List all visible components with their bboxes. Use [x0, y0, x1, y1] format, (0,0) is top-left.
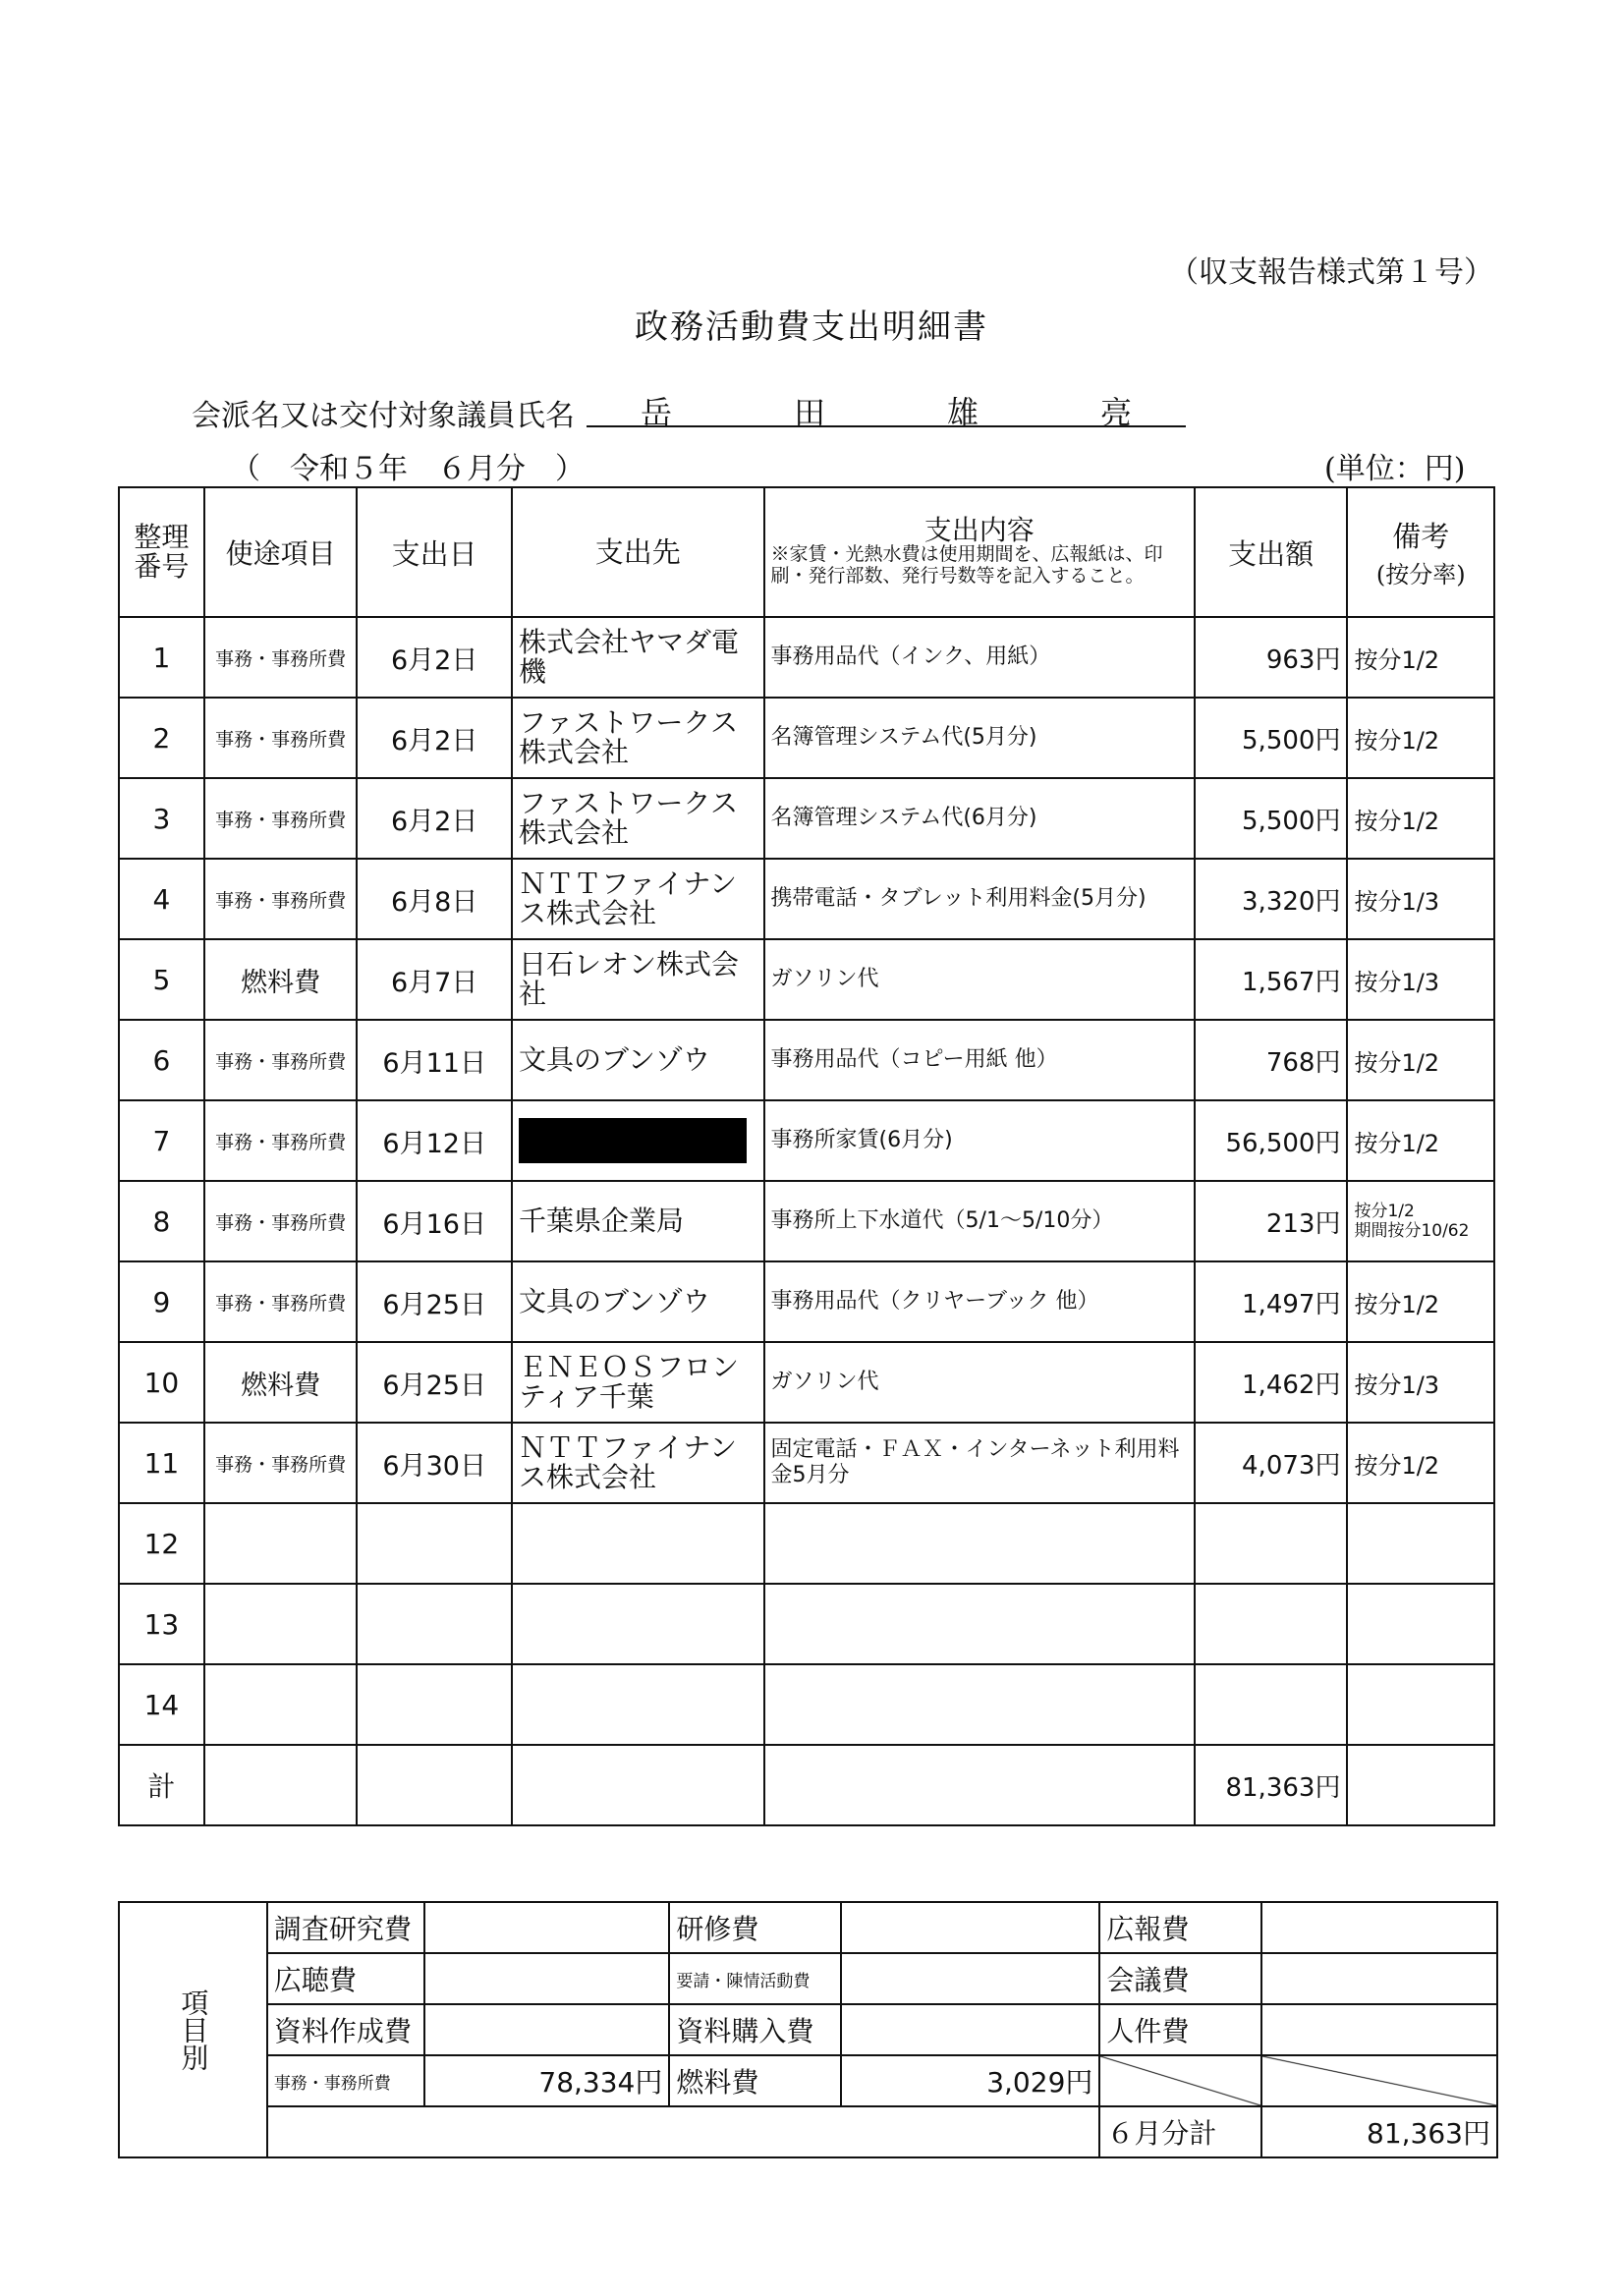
- member-name-char: 田: [793, 394, 825, 431]
- row-payee: [512, 1664, 764, 1745]
- category-personnel-label: 人件費: [1099, 2004, 1261, 2055]
- row-no: 1: [119, 617, 204, 698]
- row-amount: 3,320円: [1195, 859, 1348, 939]
- row-date: 6月7日: [357, 939, 512, 1020]
- row-payee: ＮＴＴファイナンス株式会社: [512, 1423, 764, 1503]
- member-name: [587, 388, 1186, 431]
- row-date: [357, 1664, 512, 1745]
- row-amount: 768円: [1195, 1020, 1348, 1100]
- header-content-note: ※家賃・光熱水費は使用期間を、広報紙は、印刷・発行部数、発行号数等を記入すること。: [770, 543, 1163, 587]
- row-content: 携帯電話・タブレット利用料金(5月分): [764, 859, 1195, 939]
- header-no: 整理番号: [119, 487, 204, 617]
- header-note-title: 備考: [1392, 520, 1450, 553]
- row-note: [1347, 1584, 1494, 1664]
- row-amount: 1,497円: [1195, 1261, 1348, 1342]
- form-code: （収支報告様式第１号）: [1169, 255, 1493, 290]
- row-no: 2: [119, 698, 204, 778]
- category-pr-label: 広報費: [1099, 1902, 1261, 1953]
- row-no: 7: [119, 1100, 204, 1181]
- unit-label: (単位：円): [1324, 452, 1466, 486]
- row-use: 事務・事務所費: [204, 1423, 358, 1503]
- row-date: 6月8日: [357, 859, 512, 939]
- header-date: 支出日: [357, 487, 512, 617]
- header-content: [764, 487, 1195, 617]
- header-payee: 支出先: [512, 487, 764, 617]
- row-content: 名簿管理システム代(6月分): [764, 778, 1195, 859]
- category-row: [119, 2106, 1497, 2157]
- row-use: 事務・事務所費: [204, 859, 358, 939]
- month-total-value: 81,363円: [1261, 2106, 1497, 2157]
- row-content: ガソリン代: [764, 939, 1195, 1020]
- row-use: 事務・事務所費: [204, 1020, 358, 1100]
- row-date: 6月2日: [357, 778, 512, 859]
- member-name-char: 雄: [946, 394, 979, 431]
- row-amount: 1,567円: [1195, 939, 1348, 1020]
- row-payee: [512, 1503, 764, 1584]
- table-row: [119, 778, 1494, 859]
- row-note-line1: 按分1/2: [1354, 1202, 1415, 1221]
- row-note: 按分1/3: [1347, 1342, 1494, 1423]
- category-office-value: 78,334円: [424, 2055, 669, 2106]
- row-payee-redacted: [512, 1100, 764, 1181]
- category-materials-prep-value: [424, 2004, 669, 2055]
- category-pr-value: [1261, 1902, 1497, 1953]
- table-row: [119, 1342, 1494, 1423]
- row-amount: 213円: [1195, 1181, 1348, 1261]
- category-fuel-value: 3,029円: [841, 2055, 1099, 2106]
- category-training-label: 研修費: [669, 1902, 841, 1953]
- row-payee: 千葉県企業局: [512, 1181, 764, 1261]
- header-note-sub: (按分率): [1375, 561, 1466, 588]
- row-payee: 株式会社ヤマダ電機: [512, 617, 764, 698]
- category-row: [119, 2004, 1497, 2055]
- category-office-label: 事務・事務所費: [267, 2055, 424, 2106]
- category-blank-slash: [1099, 2055, 1261, 2106]
- row-note: 按分1/2: [1347, 778, 1494, 859]
- category-training-value: [841, 1902, 1099, 1953]
- row-content: [764, 1664, 1195, 1745]
- row-content: 固定電話・ＦＡＸ・インターネット利用料金5月分: [764, 1423, 1195, 1503]
- row-date: 6月25日: [357, 1261, 512, 1342]
- row-no: 12: [119, 1503, 204, 1584]
- row-date: 6月11日: [357, 1020, 512, 1100]
- row-note: [1347, 1664, 1494, 1745]
- row-no: 6: [119, 1020, 204, 1100]
- table-row: [119, 1423, 1494, 1503]
- row-date: 6月16日: [357, 1181, 512, 1261]
- row-use: [204, 1664, 358, 1745]
- member-label: 会派名又は交付対象議員氏名: [192, 399, 575, 433]
- header-use: 使途項目: [204, 487, 358, 617]
- row-content: 事務用品代（コピー用紙 他）: [764, 1020, 1195, 1100]
- row-note: 按分1/2: [1347, 1423, 1494, 1503]
- category-meeting-label: 会議費: [1099, 1953, 1261, 2004]
- row-no: 13: [119, 1584, 204, 1664]
- header-content-title: 支出内容: [923, 514, 1035, 546]
- table-row: [119, 1664, 1494, 1745]
- row-use: [204, 1503, 358, 1584]
- redaction-block: [519, 1118, 747, 1163]
- row-content: 事務用品代（クリヤーブック 他）: [764, 1261, 1195, 1342]
- table-row: [119, 1020, 1494, 1100]
- table-row: [119, 1100, 1494, 1181]
- row-content: 名簿管理システム代(5月分): [764, 698, 1195, 778]
- row-payee: 日石レオン株式会社: [512, 939, 764, 1020]
- category-meeting-value: [1261, 1953, 1497, 2004]
- category-row: [119, 2055, 1497, 2106]
- category-empty-cell: [267, 2106, 1100, 2157]
- row-content: 事務所上下水道代（5/1～5/10分）: [764, 1181, 1195, 1261]
- total-empty-cell: [357, 1745, 512, 1825]
- table-row: [119, 1503, 1494, 1584]
- row-no: 9: [119, 1261, 204, 1342]
- category-hearing-value: [424, 1953, 669, 2004]
- category-personnel-value: [1261, 2004, 1497, 2055]
- row-no: 10: [119, 1342, 204, 1423]
- row-note: 按分1/2: [1347, 1020, 1494, 1100]
- row-content: ガソリン代: [764, 1342, 1195, 1423]
- row-date: 6月2日: [357, 617, 512, 698]
- row-amount: 56,500円: [1195, 1100, 1348, 1181]
- row-payee: [512, 1584, 764, 1664]
- row-use: [204, 1584, 358, 1664]
- row-payee: ＥＮＥＯＳフロンティア千葉: [512, 1342, 764, 1423]
- row-content: [764, 1584, 1195, 1664]
- total-amount: 81,363円: [1195, 1745, 1348, 1825]
- row-note-line2: 期間按分10/62: [1354, 1221, 1470, 1241]
- row-date: 6月2日: [357, 698, 512, 778]
- category-petition-label: 要請・陳情活動費: [669, 1953, 841, 2004]
- category-petition-value: [841, 1953, 1099, 2004]
- row-payee: 文具のブンゾウ: [512, 1020, 764, 1100]
- row-note: 按分1/2: [1347, 1100, 1494, 1181]
- row-content: 事務所家賃(6月分): [764, 1100, 1195, 1181]
- row-amount: 963円: [1195, 617, 1348, 698]
- category-materials-buy-value: [841, 2004, 1099, 2055]
- category-summary-table: [118, 1901, 1498, 2158]
- row-content: 事務用品代（インク、用紙）: [764, 617, 1195, 698]
- table-row: [119, 698, 1494, 778]
- row-payee: ＮＴＴファイナンス株式会社: [512, 859, 764, 939]
- row-no: 4: [119, 859, 204, 939]
- row-note: 按分1/2: [1347, 698, 1494, 778]
- row-date: [357, 1503, 512, 1584]
- row-amount: [1195, 1584, 1348, 1664]
- row-note: [1347, 1503, 1494, 1584]
- row-amount: 1,462円: [1195, 1342, 1348, 1423]
- row-no: 3: [119, 778, 204, 859]
- row-note: 按分1/2: [1347, 617, 1494, 698]
- document-title: 政務活動費支出明細書: [635, 308, 988, 347]
- category-blank-slash: [1261, 2055, 1497, 2106]
- table-row: [119, 617, 1494, 698]
- row-use: 事務・事務所費: [204, 1261, 358, 1342]
- member-name-char: 岳: [641, 394, 673, 431]
- row-note: 按分1/2: [1347, 1261, 1494, 1342]
- member-name-char: 亮: [1099, 394, 1132, 431]
- table-row: [119, 1584, 1494, 1664]
- category-row: [119, 1902, 1497, 1953]
- row-use: 事務・事務所費: [204, 1181, 358, 1261]
- category-hearing-label: 広聴費: [267, 1953, 424, 2004]
- total-empty-cell: [1347, 1745, 1494, 1825]
- category-materials-buy-label: 資料購入費: [669, 2004, 841, 2055]
- row-date: [357, 1584, 512, 1664]
- row-no: 11: [119, 1423, 204, 1503]
- row-amount: [1195, 1503, 1348, 1584]
- total-empty-cell: [764, 1745, 1195, 1825]
- row-no: 14: [119, 1664, 204, 1745]
- row-use: 事務・事務所費: [204, 1100, 358, 1181]
- row-use: 事務・事務所費: [204, 698, 358, 778]
- row-amount: 5,500円: [1195, 698, 1348, 778]
- row-use: 燃料費: [204, 939, 358, 1020]
- expense-table: [118, 486, 1495, 1826]
- report-period: （ 令和５年 ６月分 ）: [231, 452, 585, 486]
- table-row: [119, 1261, 1494, 1342]
- row-note: 按分1/3: [1347, 859, 1494, 939]
- month-total-label: ６月分計: [1099, 2106, 1261, 2157]
- category-fuel-label: 燃料費: [669, 2055, 841, 2106]
- row-payee: ファストワークス株式会社: [512, 698, 764, 778]
- row-amount: [1195, 1664, 1348, 1745]
- row-content: [764, 1503, 1195, 1584]
- table-row: [119, 1181, 1494, 1261]
- category-research-value: [424, 1902, 669, 1953]
- total-empty-cell: [512, 1745, 764, 1825]
- header-amount: 支出額: [1195, 487, 1348, 617]
- header-note: [1347, 487, 1494, 617]
- row-no: 5: [119, 939, 204, 1020]
- category-research-label: 調査研究費: [267, 1902, 424, 1953]
- row-date: 6月30日: [357, 1423, 512, 1503]
- table-row: [119, 859, 1494, 939]
- row-amount: 4,073円: [1195, 1423, 1348, 1503]
- total-empty-cell: [204, 1745, 358, 1825]
- row-date: 6月12日: [357, 1100, 512, 1181]
- row-note: [1347, 1181, 1494, 1261]
- total-row: [119, 1745, 1494, 1825]
- category-side-label: 項目別: [119, 1902, 267, 2157]
- row-no: 8: [119, 1181, 204, 1261]
- category-materials-prep-label: 資料作成費: [267, 2004, 424, 2055]
- category-row: [119, 1953, 1497, 2004]
- row-use: 事務・事務所費: [204, 778, 358, 859]
- row-use: 燃料費: [204, 1342, 358, 1423]
- row-date: 6月25日: [357, 1342, 512, 1423]
- row-use: 事務・事務所費: [204, 617, 358, 698]
- row-amount: 5,500円: [1195, 778, 1348, 859]
- total-label: 計: [119, 1745, 204, 1825]
- row-payee: ファストワークス株式会社: [512, 778, 764, 859]
- row-note: 按分1/3: [1347, 939, 1494, 1020]
- table-row: [119, 939, 1494, 1020]
- row-payee: 文具のブンゾウ: [512, 1261, 764, 1342]
- table-header-row: [119, 487, 1494, 617]
